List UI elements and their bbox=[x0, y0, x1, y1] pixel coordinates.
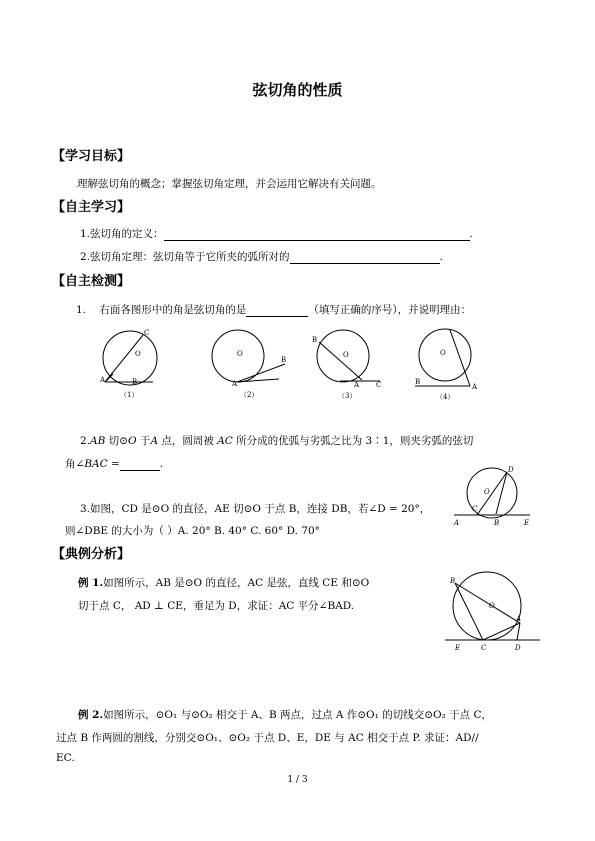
fig4-caption: （4） bbox=[436, 393, 455, 401]
ex1-label-b: B bbox=[450, 577, 456, 585]
figure-3 bbox=[310, 328, 385, 400]
check-q1-num: 1. bbox=[76, 304, 87, 316]
q2-text: = bbox=[107, 458, 120, 470]
q2-text: 切⊙ bbox=[105, 435, 128, 447]
page-title: 弦切角的性质 bbox=[252, 81, 343, 99]
q2-o: O bbox=[127, 435, 137, 447]
fig4-label-a: A bbox=[472, 383, 478, 391]
figure-example1 bbox=[445, 568, 545, 652]
fig1-label-b: B bbox=[132, 378, 138, 386]
figure-1 bbox=[100, 328, 160, 400]
example2-text1: 如图所示，⊙O₁ 与⊙O₂ 相交于 A、B 两点，过点 A 作⊙O₁ 的切线交⊙O₂ 于点 C， bbox=[103, 709, 493, 721]
answer-blank[interactable] bbox=[164, 229, 470, 241]
check-q2-line1 bbox=[80, 433, 473, 448]
figure-2 bbox=[207, 328, 287, 400]
section-self-study: 【自主学习】 bbox=[52, 200, 131, 215]
example1-text1: 如图所示，AB 是⊙O 的直径，AC 是弦，直线 CE 和⊙O bbox=[103, 577, 370, 589]
period: . bbox=[469, 228, 473, 240]
q2-bac: BAC bbox=[84, 458, 108, 470]
answer-blank[interactable] bbox=[246, 305, 308, 317]
example2-line2: 过点 B 作两圆的割线，分别交⊙O₁、⊙O₂ 于点 D、E，DE 与 AC 相交于点 P. 求证：AD// bbox=[56, 732, 479, 744]
check-q1-text-b: （填写正确的序号），并说明理由： bbox=[308, 304, 472, 316]
example2-line1 bbox=[78, 707, 492, 722]
example2-line3: EC. bbox=[56, 752, 75, 764]
section-examples: 【典例分析】 bbox=[52, 547, 131, 562]
check-q3-line2: 则∠DBE 的大小为（ ）A. 20° B. 40° C. 60° D. 70° bbox=[65, 525, 320, 537]
q2-num: 2. bbox=[80, 435, 91, 447]
q3-label-a: A bbox=[454, 519, 460, 527]
q3-label-e: E bbox=[524, 519, 530, 527]
goals-text: 理解弦切角的概念；掌握弦切角定理，并会运用它解决有关问题。 bbox=[77, 178, 382, 190]
q2-text: 角∠ bbox=[65, 458, 85, 470]
section-goals: 【学习目标】 bbox=[52, 149, 131, 164]
q2-ac: AC bbox=[217, 435, 233, 447]
self-study-q2-text: 2.弦切角定理：弦切角等于它所夹的弧所对的 bbox=[80, 251, 290, 263]
fig1-label-a: A bbox=[100, 376, 106, 384]
fig1-label-o: O bbox=[135, 350, 141, 358]
answer-blank[interactable] bbox=[120, 459, 160, 471]
fig2-label-a: A bbox=[232, 380, 238, 388]
example1-label: 例 1. bbox=[78, 577, 104, 589]
check-q1 bbox=[76, 302, 471, 317]
ex1-label-o: O bbox=[489, 602, 495, 610]
self-study-q1 bbox=[80, 226, 473, 241]
section-self-check: 【自主检测】 bbox=[52, 274, 131, 289]
fig3-label-b: B bbox=[312, 336, 318, 344]
ex1-label-d: D bbox=[515, 644, 521, 652]
example1-line2: 切于点 C， AD ⊥ CE，垂足为 D，求证：AC 平分∠BAD. bbox=[78, 600, 355, 612]
check-q3-line1: 3.如图，CD 是⊙O 的直径，AE 切⊙O 于点 B，连接 DB，若∠D = 20°， bbox=[80, 503, 431, 515]
q3-label-d: D bbox=[508, 466, 514, 474]
q2-text: 于 bbox=[136, 435, 151, 447]
figure-q3 bbox=[452, 467, 532, 529]
fig4-label-o: O bbox=[440, 349, 446, 357]
fig1-label-c: C bbox=[144, 329, 150, 337]
q3-label-c: C bbox=[472, 505, 478, 513]
fig2-label-b: B bbox=[281, 356, 287, 364]
ex1-label-c: C bbox=[481, 644, 487, 652]
q3-label-o: O bbox=[484, 488, 490, 496]
page-number: 1 / 3 bbox=[287, 775, 308, 785]
fig1-caption: （1） bbox=[120, 391, 139, 399]
self-study-q1-text: 1.弦切角的定义： bbox=[80, 228, 164, 240]
example1-line1 bbox=[78, 575, 369, 590]
q2-ab: AB bbox=[90, 435, 106, 447]
q2-a: A bbox=[150, 435, 159, 447]
check-q2-line2 bbox=[65, 456, 163, 471]
ex1-label-e: E bbox=[455, 644, 461, 652]
figure-4 bbox=[412, 328, 487, 400]
fig4-label-b: B bbox=[415, 378, 421, 386]
q2-text: 所分成的优弧与劣弧之比为 3∶1，则夹劣弧的弦切 bbox=[232, 435, 474, 447]
fig2-label-o: O bbox=[237, 350, 243, 358]
fig3-label-c: C bbox=[376, 381, 382, 389]
fig3-label-a: A bbox=[354, 381, 360, 389]
fig2-caption: （2） bbox=[240, 391, 259, 399]
fig3-label-o: O bbox=[343, 351, 349, 359]
ex1-label-a: A bbox=[516, 615, 522, 623]
example2-label: 例 2. bbox=[78, 709, 104, 721]
answer-blank[interactable] bbox=[290, 252, 440, 264]
q2-text: 点，圆周被 bbox=[158, 435, 218, 447]
check-q1-text-a: 右面各图形中的角是弦切角的是 bbox=[99, 304, 247, 316]
period: . bbox=[439, 251, 443, 263]
q3-label-b: B bbox=[494, 519, 500, 527]
period: . bbox=[159, 458, 164, 470]
fig3-caption: （3） bbox=[338, 392, 357, 400]
self-study-q2 bbox=[80, 249, 443, 264]
